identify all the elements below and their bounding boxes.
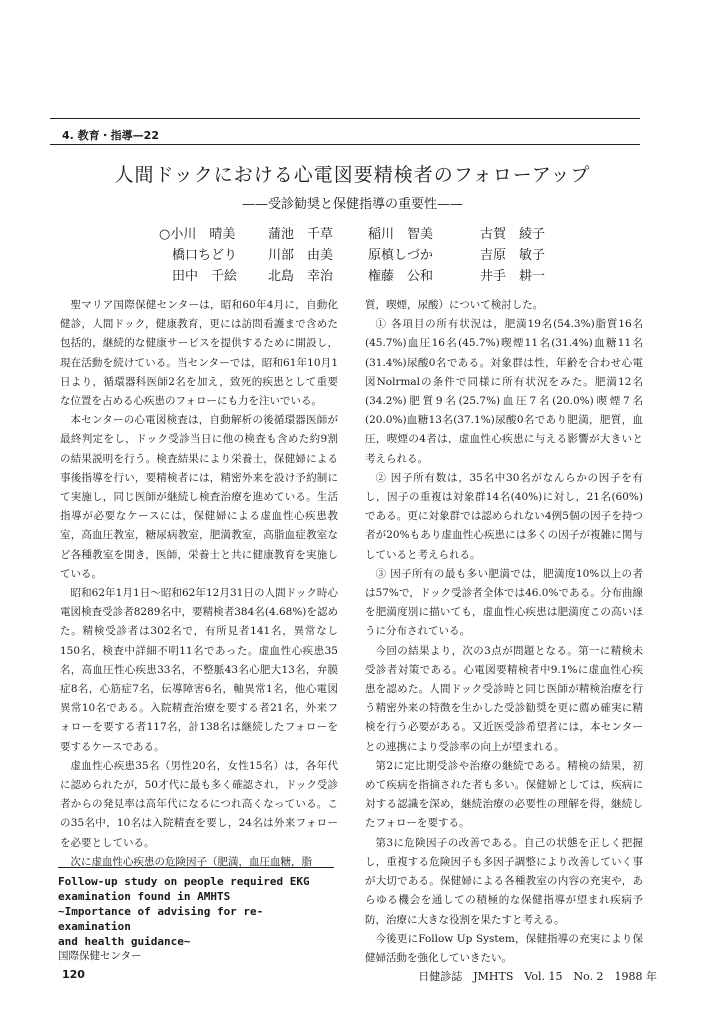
body-paragraph: 本センターの心電図検査は，自動解析の後循環器医師が最終判定をし，ドック受診当日に他の検査も含めた約9割の結果説明を行う。検査結果により栄養士，保健婦による事後指導を行い，要精検者には，精密外来を設け予約制にて実施し，同じ医師が継続し検査治療を進めている。生活指導が必要なケースには，保健婦による虚血性心疾患教室，高血圧教室，糖尿病教室，肥満教室，高脂血症教室など各種教室を開き，医師，栄養士と共に健康教育を実施している。 (60, 414, 338, 580)
paper-subtitle: ——受診勧奨と保健指導の重要性—— (241, 197, 463, 212)
english-title-line: examination found in AMHTS (58, 890, 231, 903)
author-name: 吉原 敏子 (480, 248, 546, 263)
author-name: 井手 耕一 (480, 269, 546, 284)
body-paragraph: 次に虚血性心疾患の危険因子（肥満，血圧血糖，脂 (70, 855, 312, 868)
author-name: 橋口ちどり (172, 248, 238, 263)
page-number: 120 (62, 968, 85, 981)
journal-citation: 日健診誌 JMHTS Vol. 15 No. 2 1988 年 (418, 970, 657, 983)
english-title-line: ~Importance of advising for re-examination (58, 905, 264, 933)
affiliation: 国際保健センター (58, 950, 142, 962)
english-title-box (58, 867, 334, 964)
header-rule-top (50, 118, 640, 119)
body-paragraph: ① 各項目の所有状況は，肥満19名(54.3%)脂質16名(45.7%)血圧16名(45.7%)喫煙11名(31.4%)血糖11名(31.4%)尿酸0名である。対象群は性，年齢を合わせ心電図Nolrmalの条件で同様に所有状況をみた。肥満12名(34.2%)肥質9名(25.7%)血圧7名(20.0%)喫煙7名(20.0%)血糖13名(37.1%)尿酸0名であり肥満，肥質，血圧，喫煙の4者は，虚血性心疾患に与える影響が大きいと考えられる。 (365, 318, 643, 465)
body-paragraph: 第2に定比期受診や治療の継続である。精検の結果，初めて疾病を指摘された者も多い。保健婦としては，疾病に対する認識を深め，継続治療の必要性の理解を得，継続したフォローを要する。 (365, 759, 643, 830)
author-column-2 (268, 224, 333, 287)
author-column-4 (480, 224, 545, 287)
body-paragraph: 聖マリア国際保健センターは，昭和60年4月に，自動化健診，人間ドック，健康教育，更には訪問看護まで含めた包括的，継続的な健康サービスを提供するために開設し，現在活動を続けている。当センターでは，昭和61年10月1日より，循環器科医師2名を加え，致死的疾患として重要な位置を占める心疾患のフォローにも力を注いでいる。 (60, 299, 338, 408)
author-name: 古賀 綾子 (480, 227, 546, 242)
author-name: 稲川 智美 (368, 227, 434, 242)
author-name: 北島 幸治 (268, 269, 334, 284)
body-paragraph: 昭和62年1月1日〜昭和62年12月31日の人間ドック時心電図検査受診者8289名中，要精検者384名(4.68%)を認めた。精検受診者は302名で，有所見者141名，異常なし150名，検査中詳細不明11名であった。虚血性心疾患35名，高血圧性心疾患33名，不整脈43名心肥大13名，弁膜症8名，心筋症7名，伝導障害6名，軸異常1名，他心電図異常10名である。入院精査治療を要する者21名，外来フォローを要する者117名，計138名は継続したフォローを要するケースである。 (60, 587, 338, 753)
paper-title: 人間ドックにおける心電図要精検者のフォローアップ (114, 164, 591, 186)
author-name: 川部 由美 (268, 248, 334, 263)
english-title-line: Follow-up study on people required EKG (58, 875, 310, 888)
english-title-line: and health guidance~ (58, 935, 191, 948)
body-paragraph: 今回の結果より，次の3点が問題となる。第一に精検未受診者対策である。心電図要精検者中9.1%に虚血性心疾患を認めた。人間ドック受診時と同じ医師が精検治療を行う精密外来の特徴を生かした受診勧奨を更に薦め確実に精検を行う必要がある。又近医受診希望者には，本センターとの連携により受診率の向上が望まれる。 (365, 644, 643, 753)
header-rule-bottom (50, 144, 640, 145)
author-name: 田中 千絵 (172, 269, 238, 284)
body-left-column (60, 296, 338, 872)
body-paragraph: 第3に危険因子の改善である。自己の状態を正しく把握し，重複する危険因子も多因子調整により改善していく事が大切である。保健婦による各種教室の内容の充実や，あらゆる機会を通しての積極的な保健指導が望まれ疾病予防，治療に大きな役割を果たすと考える。 (365, 836, 643, 926)
author-column-1 (159, 224, 237, 287)
body-paragraph: ③ 因子所有の最も多い肥満では，肥満度10%以上の者は57%で，ドック受診者全体では46.0%である。分布曲線を肥満度別に描いても，虚血性心疾患は肥満度この高いほうに分布されている。 (365, 567, 643, 638)
author-column-3 (368, 224, 433, 287)
body-right-column (365, 296, 643, 968)
body-paragraph: 今後更にFollow Up System，保健指導の充実により保健婦活動を強化していきたい。 (365, 932, 643, 964)
section-label: 4. 教育・指導—22 (62, 129, 159, 142)
body-paragraph: ② 因子所有数は，35名中30名がなんらかの因子を有し，因子の重複は対象群14名(40%)に対し，21名(60%)である。更に対象群では認められない4例5個の因子を持つ者が20%もあり虚血性心疾患には多くの因子が複雑に関与していると考えられる。 (365, 471, 643, 561)
author-name: 蒲池 千草 (268, 227, 334, 242)
author-name: 権藤 公和 (368, 269, 434, 284)
body-paragraph: 質，喫煙，尿酸）について検討した。 (365, 299, 544, 311)
body-paragraph: 虚血性心疾患35名（男性20名，女性15名）は，各年代に認められたが，50才代に最も多く確認され，ドック受診者からの発見率は高年代になるにつれ高くなっている。この35名中，10名は入院精査を要し，24名は外来フォローを必要としている。 (60, 759, 338, 849)
author-name: ○小川 晴美 (159, 227, 236, 242)
author-name: 原槙しづか (368, 248, 434, 263)
